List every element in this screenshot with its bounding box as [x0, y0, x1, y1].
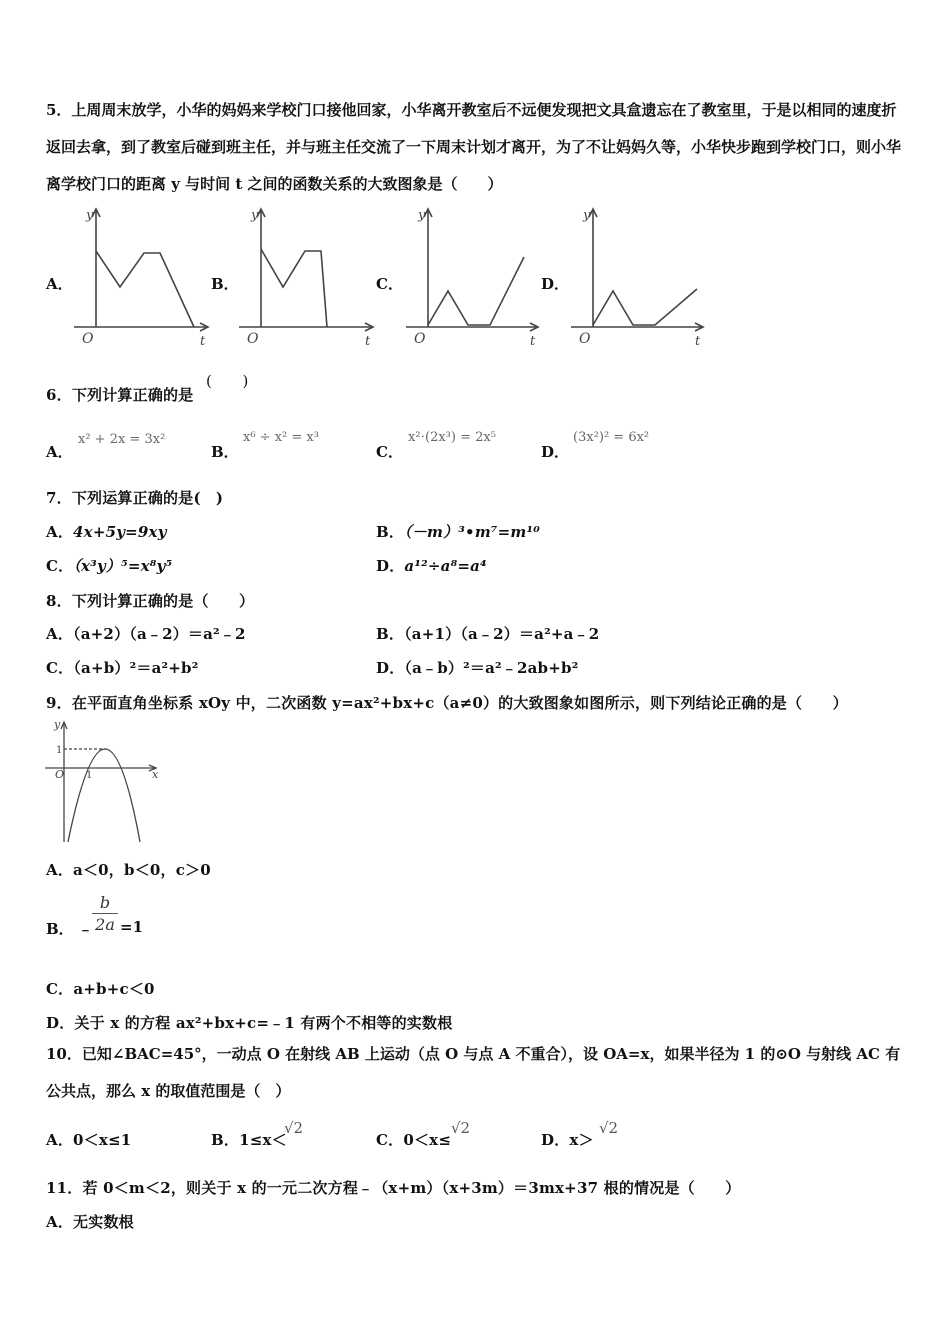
q9-parabola-graph: [42, 718, 164, 846]
q6-option-b-math: x⁶ ÷ x² = x³: [243, 430, 319, 445]
q5-option-d-label: D．: [541, 275, 570, 293]
q7-option-b: B．（－m）³•m⁷=m¹⁰: [376, 523, 541, 541]
q9-option-b-label: B．: [46, 920, 74, 938]
origin-label: O: [579, 331, 591, 347]
q8-stem: 8．下列计算正确的是（ ）: [46, 592, 255, 610]
q6-option-d-math: (3x²)² = 6x²: [573, 430, 650, 445]
q7-option-c: C．（x³y）⁵=x⁸y⁵: [46, 557, 173, 575]
q10-option-c: C．0＜x≤: [376, 1131, 452, 1149]
q9-option-b-fraction: [92, 893, 118, 936]
x-axis-label: t: [530, 334, 536, 349]
q9-option-b-prefix: ﹣: [78, 920, 94, 938]
q9-stem: 9．在平面直角坐标系 xOy 中，二次函数 y=ax²+bx+c（a≠0）的大致图象如图所示，则下列结论正确的是（ ）: [46, 694, 848, 712]
q5-graph-d: [561, 205, 711, 350]
q6-option-d-label: D．: [541, 443, 570, 461]
x-axis-label: x: [152, 768, 159, 781]
x-axis-label: t: [200, 334, 206, 349]
q6-option-a-label: A．: [46, 443, 73, 461]
q10-option-d: D．x＞: [541, 1131, 594, 1149]
q10-option-c-root: √2: [451, 1119, 471, 1137]
q9-option-a: A．a＜0，b＜0，c＞0: [46, 861, 211, 879]
q8-option-b: B．（a+1）（a﹣2）＝a²+a﹣2: [376, 625, 600, 643]
q8-option-d: D．（a﹣b）²＝a²﹣2ab+b²: [376, 659, 579, 677]
origin-label: O: [247, 331, 259, 347]
q5-graph-a: [66, 205, 216, 350]
origin-label: O: [55, 768, 65, 781]
q10-option-a: A．0＜x≤1: [46, 1131, 132, 1149]
x-axis-label: t: [365, 334, 371, 349]
q11-option-a: A．无实数根: [46, 1213, 134, 1231]
q10-option-d-root: √2: [599, 1119, 619, 1137]
q9-option-d: D．关于 x 的方程 ax²+bx+c=﹣1 有两个不相等的实数根: [46, 1014, 453, 1032]
q6-option-a-math: x² + 2x = 3x²: [78, 432, 166, 447]
q5-graph-c: [396, 205, 546, 350]
q5-graph-b: [231, 205, 381, 350]
q10-option-b: B．1≤x＜: [211, 1131, 287, 1149]
origin-label: O: [414, 331, 426, 347]
y-axis-label: y: [418, 208, 426, 223]
q11-stem: 11．若 0＜m＜2，则关于 x 的一元二次方程﹣（x+m）（x+3m）＝3mx+37 根的情况是（ ）: [46, 1179, 741, 1197]
q5-option-b-label: B．: [211, 275, 239, 293]
q9-option-b-suffix: =1: [120, 918, 144, 936]
q8-option-a: A．（a+2）（a﹣2）＝a²﹣2: [46, 625, 246, 643]
q6-option-c-math: x²⋅(2x³) = 2x⁵: [408, 430, 496, 445]
q7-option-d: D．a¹²÷a⁸=a⁴: [376, 557, 487, 575]
q7-option-a: A．4x+5y=9xy: [46, 523, 167, 541]
y-axis-label: y: [86, 208, 94, 223]
y-axis-label: y: [583, 208, 591, 223]
q10-option-b-root: √2: [284, 1119, 304, 1137]
q10-stem: 10．已知∠BAC=45°，一动点 O 在射线 AB 上运动（点 O 与点 A 不重合），设 OA=x，如果半径为 1 的⊙O 与射线 AC 有公共点，那么 x 的取值范围是（ ）: [46, 1045, 901, 1100]
q6-paren: ( ): [206, 372, 249, 390]
origin-label: O: [82, 331, 94, 347]
q5-option-c-label: C．: [376, 275, 403, 293]
q5-option-a-label: A．: [46, 275, 73, 293]
q7-stem: 7．下列运算正确的是( ): [46, 489, 224, 507]
y-tick-label: 1: [56, 745, 63, 756]
y-axis-label: y: [54, 718, 61, 731]
fraction-denominator: 2a: [95, 915, 115, 934]
q9-option-c: C．a+b+c＜0: [46, 980, 155, 998]
q8-option-c: C．（a+b）²＝a²+b²: [46, 659, 199, 677]
y-axis-label: y: [251, 208, 259, 223]
q6-stem: 6．下列计算正确的是: [46, 386, 194, 404]
q6-option-b-label: B．: [211, 443, 239, 461]
fraction-numerator: b: [92, 893, 118, 914]
q6-option-c-label: C．: [376, 443, 403, 461]
x-tick-label: 1: [86, 770, 93, 781]
q5-stem: 5．上周周末放学，小华的妈妈来学校门口接他回家，小华离开教室后不远便发现把文具盒遗忘在了教室里，于是以相同的速度折返回去拿，到了教室后碰到班主任，并与班主任交流了一下周末计划才离开，为了不让妈妈久等，小华快步跑到学校门口，则小华离学校门口的距离 y 与时间 t 之间的函数关系的大致图象是（ ）: [46, 101, 902, 193]
x-axis-label: t: [695, 334, 701, 349]
